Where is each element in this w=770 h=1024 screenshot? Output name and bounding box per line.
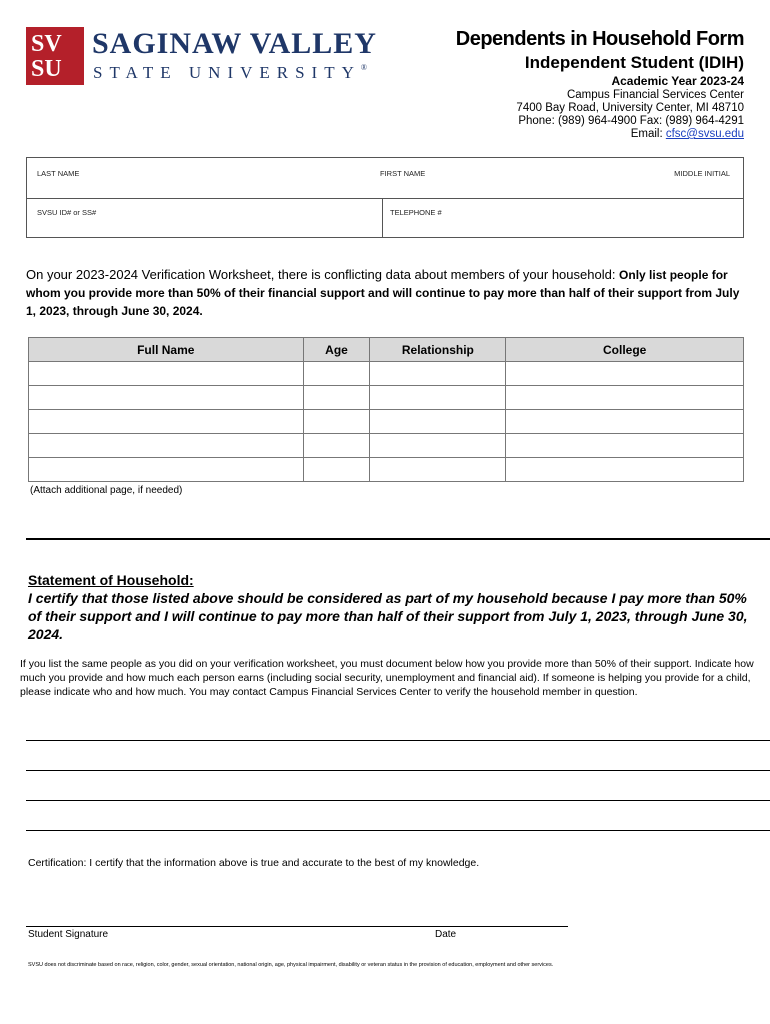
cell-college[interactable] xyxy=(506,458,744,482)
col-full-name: Full Name xyxy=(29,338,304,362)
instructions-text: If you list the same people as you did on your verification worksheet, you must document below how you provide more than 50% of their support. Indicate how much you provide and how much each person earns (including social security, unemployment and financial aid). If someone is helping you provide for a child, please indicate who and how much. You may contact Campus Financial Services Center to verify the household member in question. xyxy=(20,658,754,698)
svsu-id-field[interactable]: SVSU ID# or SS# xyxy=(37,208,97,217)
email-link[interactable]: cfsc@svsu.edu xyxy=(665,128,744,140)
first-name-field[interactable]: FIRST NAME xyxy=(380,169,426,178)
student-info-box xyxy=(26,157,744,238)
intro-normal: On your 2023-2024 Verification Worksheet, there is conflicting data about members of your household: xyxy=(26,267,620,282)
statement-text: I certify that those listed above should be considered as part of my household because I pay more than 50% of their support and I will continue to pay more than half of their support from July 1, 2023, through June 30, 2024. xyxy=(28,590,748,642)
cell-name[interactable] xyxy=(29,362,304,386)
cell-age[interactable] xyxy=(303,362,370,386)
form-subtitle: Independent Student (IDIH) xyxy=(524,53,744,72)
svsu-logo-mark xyxy=(26,27,84,85)
cell-name[interactable] xyxy=(29,458,304,482)
section-divider xyxy=(26,538,770,540)
intro-text xyxy=(26,266,746,320)
cell-age[interactable] xyxy=(303,386,370,410)
table-row[interactable] xyxy=(29,410,744,434)
intro-bold: Only list people for whom you provide more than 50% of their financial support and will continue to pay more than half of their support from July 1, 2023, through June 30, 2024. xyxy=(26,268,740,318)
cell-relationship[interactable] xyxy=(370,362,506,386)
cell-relationship[interactable] xyxy=(370,434,506,458)
col-age: Age xyxy=(303,338,370,362)
student-signature-label: Student Signature xyxy=(28,929,109,940)
cell-college[interactable] xyxy=(506,386,744,410)
statement-heading: Statement of Household: xyxy=(28,572,194,588)
table-row[interactable] xyxy=(29,362,744,386)
last-name-field[interactable]: LAST NAME xyxy=(37,169,80,178)
attach-note: (Attach additional page, if needed) xyxy=(30,485,183,496)
signature-line[interactable] xyxy=(26,926,568,927)
col-relationship: Relationship xyxy=(370,338,506,362)
logo-mark-top: SV xyxy=(31,31,62,57)
email-label: Email: xyxy=(630,128,666,140)
office-phone-fax: Phone: (989) 964-4900 Fax: (989) 964-4291 xyxy=(518,115,744,127)
logo-name-line1: SAGINAW VALLEY xyxy=(92,27,377,60)
cell-relationship[interactable] xyxy=(370,458,506,482)
logo-mark-bottom: SU xyxy=(31,56,62,82)
cell-name[interactable] xyxy=(29,434,304,458)
cell-age[interactable] xyxy=(303,410,370,434)
date-label: Date xyxy=(435,929,457,940)
table-row[interactable] xyxy=(29,386,744,410)
cell-name[interactable] xyxy=(29,386,304,410)
write-in-line[interactable] xyxy=(26,800,770,801)
academic-year: Academic Year 2023-24 xyxy=(611,74,744,88)
cell-college[interactable] xyxy=(506,434,744,458)
write-in-line[interactable] xyxy=(26,770,770,771)
cell-age[interactable] xyxy=(303,458,370,482)
cell-relationship[interactable] xyxy=(370,386,506,410)
logo-name-line2 xyxy=(93,63,367,83)
logo-trademark: ® xyxy=(360,63,367,72)
nondiscrimination-footer: SVSU does not discriminate based on race, religion, color, gender, sexual orientation, national origin, age, physical impairment, disability or veteran status in the provision of education, employment and other services. xyxy=(28,962,554,968)
form-title: Dependents in Household Form xyxy=(455,28,744,50)
certification-text: Certification: I certify that the information above is true and accurate to the best of my knowledge. xyxy=(28,857,480,869)
office-address: 7400 Bay Road, University Center, MI 48710 xyxy=(516,102,744,114)
cell-relationship[interactable] xyxy=(370,410,506,434)
office-name: Campus Financial Services Center xyxy=(566,89,744,101)
table-row[interactable] xyxy=(29,458,744,482)
office-email xyxy=(631,128,744,140)
write-in-line[interactable] xyxy=(26,830,770,831)
cell-college[interactable] xyxy=(506,410,744,434)
table-header-row xyxy=(29,338,744,362)
dependents-table xyxy=(28,337,744,482)
cell-age[interactable] xyxy=(303,434,370,458)
write-in-line[interactable] xyxy=(26,740,770,741)
logo-name-line2-text: STATE UNIVERSITY xyxy=(93,63,361,82)
col-college: College xyxy=(506,338,744,362)
cell-college[interactable] xyxy=(506,362,744,386)
cell-name[interactable] xyxy=(29,410,304,434)
telephone-field[interactable]: TELEPHONE # xyxy=(390,208,442,217)
table-row[interactable] xyxy=(29,434,744,458)
middle-initial-field[interactable]: MIDDLE INITIAL xyxy=(674,169,730,178)
